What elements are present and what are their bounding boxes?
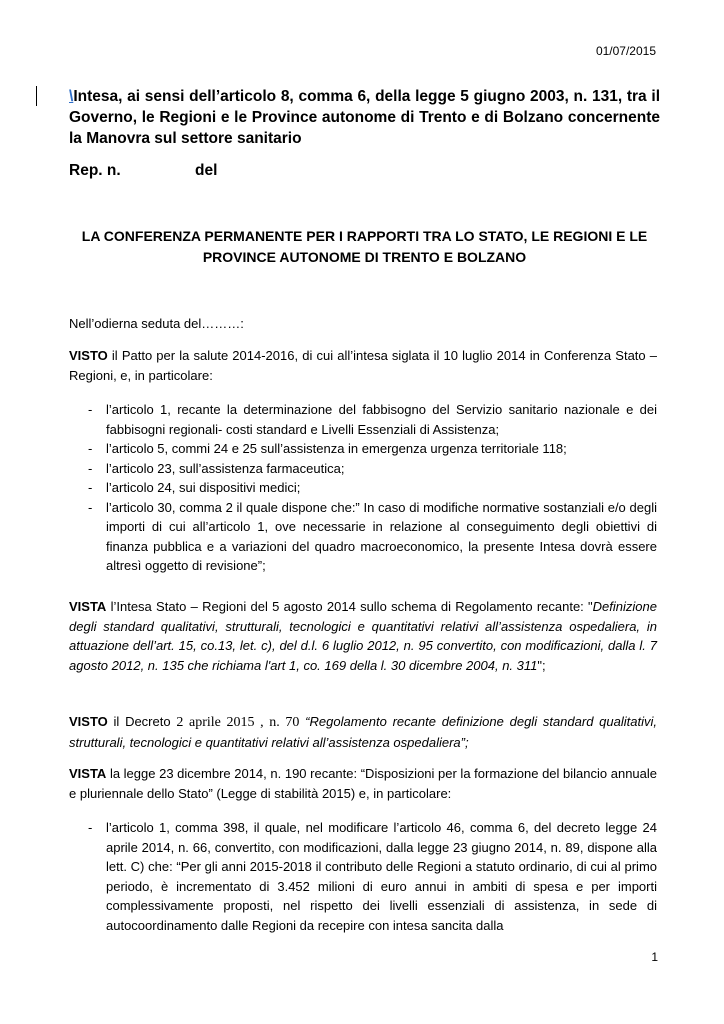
article-list-2 <box>69 818 657 935</box>
header-date: 01/07/2015 <box>595 44 656 58</box>
visto-paragraph-2 <box>69 712 657 752</box>
rep-del: del <box>195 162 218 179</box>
list-item: - l’articolo 30, comma 2 il quale dispone che:” In caso di modifiche normative sostanziali e/o degli importi di cui all’articolo 1, ove necessarie in relazione al conseguimento degli obiettivi di finanza pubblica e a variazioni del quadro macroeconomico, la presente Intesa dovrà essere altresì oggetto di revisione”; <box>69 498 657 576</box>
visto-2-italic: “Regolamento recante definizione degli standard qualitativi, strutturali, tecnologici e quantitativi relativi all’assistenza ospedaliera”; <box>69 714 657 750</box>
list-item: - l’articolo 5, commi 24 e 25 sull’assistenza in emergenza urgenza territoriale 118; <box>69 439 657 459</box>
vista-1-lead: VISTA <box>69 599 107 614</box>
list-item: - l’articolo 1, recante la determinazione del fabbisogno del Servizio sanitario nazionale e dei fabbisogni regionali- costi standard e Livelli Essenziali di Assistenza; <box>69 400 657 439</box>
visto-paragraph-1 <box>69 346 657 385</box>
visto-1-text: il Patto per la salute 2014-2016, di cui all’intesa siglata il 10 luglio 2014 in Conferenza Stato – Regioni, e, in particolare: <box>69 348 657 383</box>
title-text: Intesa, ai sensi dell’articolo 8, comma 6, della legge 5 giugno 2003, n. 131, tra il Governo, le Regioni e le Province autonome di Trento e di Bolzano concernente la Manovra sul settore sanitario <box>69 88 660 147</box>
vista-1-text: l’Intesa Stato – Regioni del 5 agosto 2014 sullo schema di Regolamento recante: " <box>106 599 593 614</box>
page-number: 1 <box>651 950 658 964</box>
title-marker: \ <box>69 88 74 105</box>
vista-paragraph-1 <box>69 597 657 675</box>
list-item: - l’articolo 1, comma 398, il quale, nel modificare l’articolo 46, comma 6, del decreto legge 24 aprile 2014, n. 66, convertito, con modificazioni, dalla legge 23 giugno 2014, n. 89, dispone alla lett. C) che: “Per gli anni 2015-2018 il contributo delle Regioni a statuto ordinario, di cui al primo periodo, è incrementato di 3.452 milioni di euro annui in ambiti di spesa e per importi complessivamente proposti, nel rispetto dei livelli essenziali di assistenza, in sede di autocoordinamento dalle Regioni da recepire con intesa sancita dalla <box>69 818 657 935</box>
list-item: - l’articolo 24, sui dispositivi medici; <box>69 478 657 498</box>
article-list-1 <box>69 400 657 576</box>
rep-line <box>69 162 218 180</box>
rep-label: Rep. n. <box>69 162 121 179</box>
seduta-line: Nell’odierna seduta del………: <box>69 316 244 331</box>
visto-2-lead: VISTO <box>69 714 108 729</box>
vista-1-italic: Definizione degli standard qualitativi, strutturali, tecnologici e quantitativi relativi all’assistenza ospedaliera, in attuazione dell’art. 15, co.13, let. c), del d.l. 6 luglio 2012, n. 95 convertito, con modificazioni, dalla l. 7 agosto 2012, n. 135 che richiama l'art 1, co. 169 della l. 30 dicembre 2004, n. 311 <box>69 599 657 673</box>
conference-heading: LA CONFERENZA PERMANENTE PER I RAPPORTI TRA LO STATO, LE REGIONI E LE PROVINCE AUTONOME DI TRENTO E BOLZANO <box>81 228 648 265</box>
visto-1-lead: VISTO <box>69 348 108 363</box>
revision-bar <box>36 86 37 106</box>
vista-2-lead: VISTA <box>69 766 107 781</box>
visto-2-text: il Decreto <box>107 714 177 729</box>
vista-paragraph-2 <box>69 764 657 803</box>
document-title <box>69 86 660 149</box>
visto-2-decree-date: 2 aprile 2015 , n. 70 <box>176 715 300 730</box>
list-item: - l’articolo 23, sull’assistenza farmaceutica; <box>69 459 657 479</box>
vista-1-end: "; <box>537 657 546 673</box>
vista-2-text: la legge 23 dicembre 2014, n. 190 recante: “Disposizioni per la formazione del bilancio annuale e pluriennale dello Stato” (Legge di stabilità 2015) e, in particolare: <box>69 766 657 801</box>
